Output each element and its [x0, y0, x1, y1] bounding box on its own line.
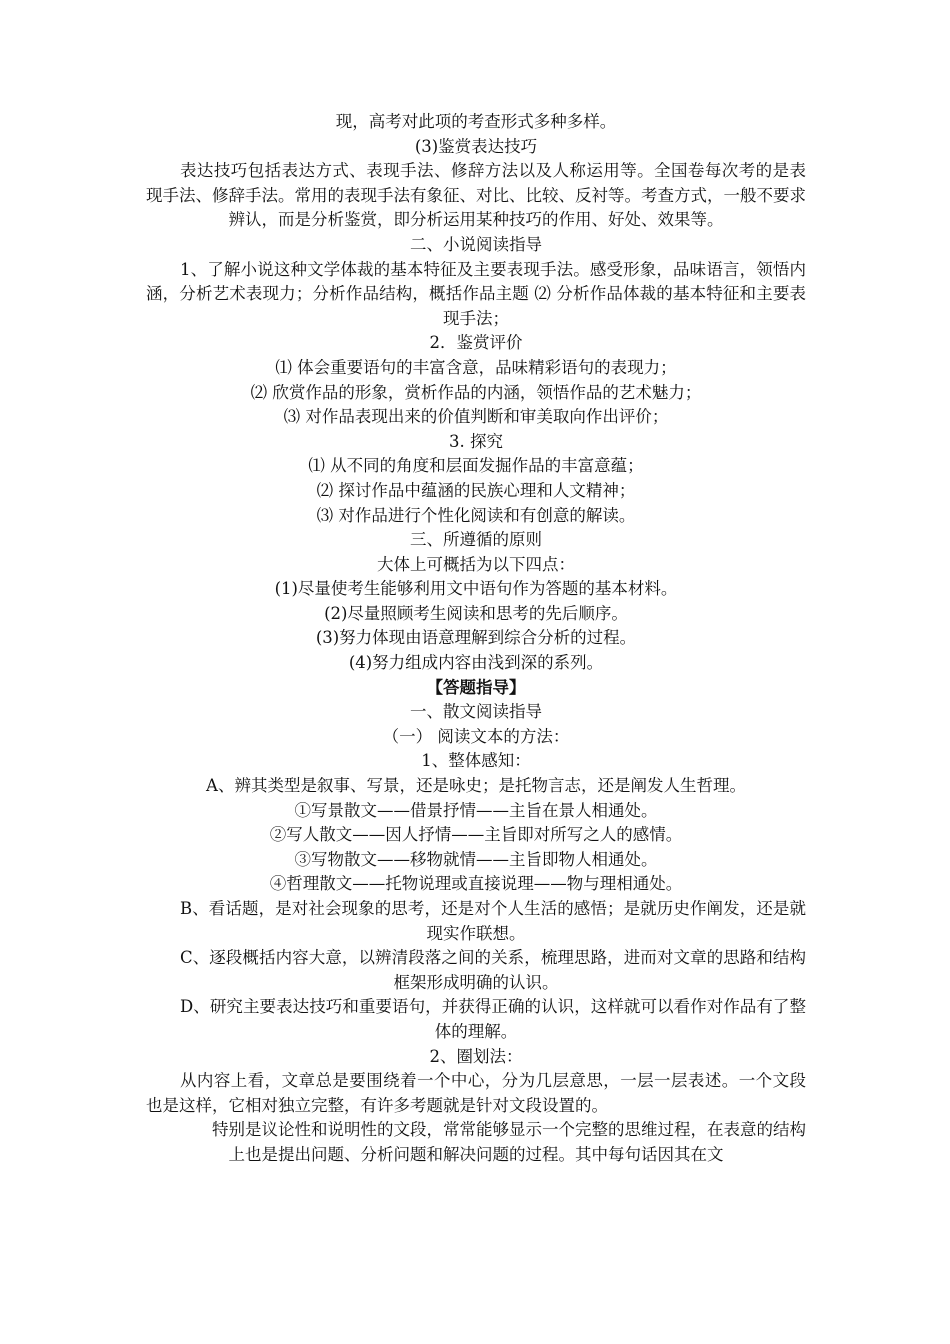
subheading: 1、整体感知：: [421, 751, 531, 771]
text-line: 现，高考对此项的考查形式多种多样。: [335, 112, 617, 131]
paragraph: 特别是议论性和说明性的文段，常常能够显示一个完整的思维过程，在表意的结构上也是提出问题、分析问题和解决问题的过程。其中每句话因其在文: [212, 1120, 806, 1164]
list-item: ⑴ 从不同的角度和层面发掘作品的丰富意蕴；: [308, 456, 644, 476]
list-item: ⑶ 对作品表现出来的价值判断和审美取向作出评价；: [283, 407, 669, 427]
list-item: A、辨其类型是叙事、写景，还是咏史；是托物言志，还是阐发人生哲理。: [206, 776, 746, 796]
subheading: (3)鉴赏表达技巧: [414, 136, 538, 156]
list-item: ⑶ 对作品进行个性化阅读和有创意的解读。: [316, 505, 636, 525]
list-item: D、研究主要表达技巧和重要语句，并获得正确的认识，这样就可以看作对作品有了整体的理解。: [180, 997, 806, 1041]
list-item: C、逐段概括内容大意，以辨清段落之间的关系，梳理思路，进而对文章的思路和结构框架形成明确的认识。: [180, 948, 806, 992]
paragraph: 表达技巧包括表达方式、表现手法、修辞方法以及人称运用等。全国卷每次考的是表现手法、修辞手法。常用的表现手法有象征、对比、比较、反衬等。考查方式，一般不要求辨认，而是分析鉴赏，即分析运用某种技巧的作用、好处、效果等。: [146, 161, 806, 230]
text-line: 大体上可概括为以下四点：: [377, 554, 575, 574]
section-heading: 三、所遵循的原则: [410, 530, 542, 550]
list-item: (4)努力组成内容由浅到深的系列。: [348, 653, 604, 673]
list-item: ④哲理散文——托物说理或直接说理——物与理相通处。: [269, 874, 683, 894]
list-item: B、看话题，是对社会现象的思考，还是对个人生活的感悟；是就历史作阐发，还是就现实作联想。: [180, 899, 806, 943]
subheading: （一） 阅读文本的方法：: [382, 726, 570, 746]
list-item: ⑵ 探讨作品中蕴涵的民族心理和人文精神；: [316, 480, 636, 500]
paragraph: 从内容上看，文章总是要围绕着一个中心，分为几层意思，一层一层表述。一个文段也是这样，它相对独立完整，有许多考题就是针对文段设置的。: [146, 1071, 806, 1115]
paragraph: 1、了解小说这种文学体裁的基本特征及主要表现手法。感受形象，品味语言，领悟内涵，分析艺术表现力；分析作品结构，概括作品主题 ⑵ 分析作品体裁的基本特征和主要表现手法；: [146, 259, 806, 328]
subheading: 2、圈划法：: [429, 1046, 523, 1066]
list-item: ①写景散文——借景抒情——主旨在景人相通处。: [294, 800, 658, 820]
section-title: 【答题指导】: [426, 677, 526, 697]
list-item: ②写人散文——因人抒情——主旨即对所写之人的感情。: [269, 825, 683, 845]
list-item: (1)尽量使考生能够利用文中语句作为答题的基本材料。: [274, 579, 678, 599]
subheading: 2．鉴赏评价: [429, 333, 523, 353]
section-heading: 二、小说阅读指导: [410, 234, 542, 254]
list-item: (2)尽量照顾考生阅读和思考的先后顺序。: [324, 603, 628, 623]
list-item: (3)努力体现由语意理解到综合分析的过程。: [315, 628, 637, 648]
subheading: 3. 探究: [449, 431, 503, 451]
list-item: ③写物散文——移物就情——主旨即物人相通处。: [294, 849, 658, 869]
list-item: ⑴ 体会重要语句的丰富含意，品味精彩语句的表现力；: [275, 357, 677, 377]
section-heading: 一、散文阅读指导: [410, 702, 542, 722]
list-item: ⑵ 欣赏作品的形象，赏析作品的内涵，领悟作品的艺术魅力；: [250, 382, 702, 402]
document-body: [146, 110, 806, 1168]
